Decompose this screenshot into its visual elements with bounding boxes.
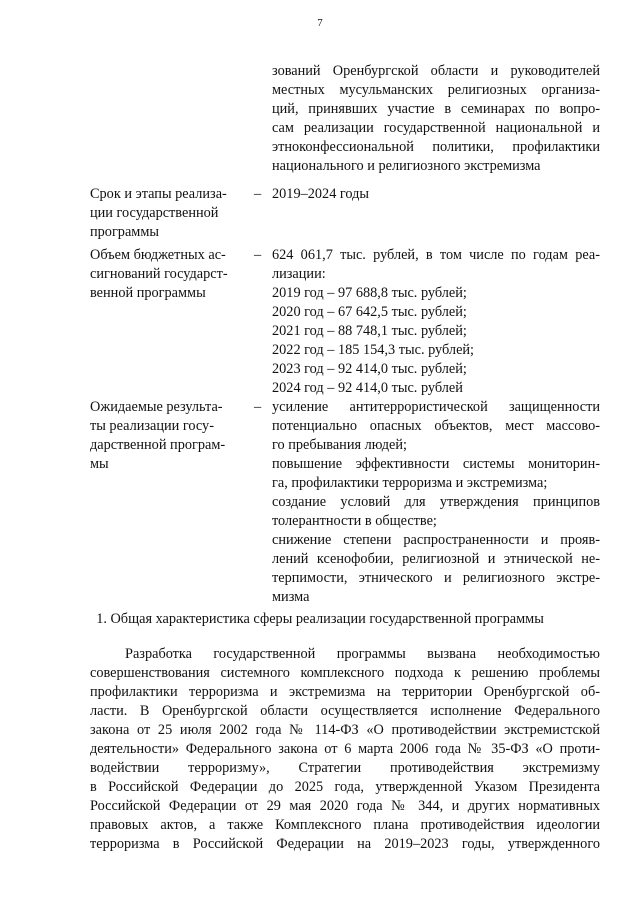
body-line: водействии терроризму», Стратегии противодействия экстремизму <box>90 760 600 776</box>
continuation-line: ций, принявших участие в семинарах по вопро- <box>272 101 600 117</box>
results-label-line: мы <box>90 456 109 472</box>
period-value: 2019–2024 годы <box>272 186 370 202</box>
body-line: в Российской Федерации до 2025 года, утвержденной Указом Президента <box>90 779 600 795</box>
results-value-line: снижение степени распространенности и прояв- <box>272 532 600 548</box>
results-value-line: толерантности в обществе; <box>272 513 437 529</box>
results-value-line: усиление антитеррористической защищенности <box>272 399 600 415</box>
budget-value-line: 2023 год – 92 414,0 тыс. рублей; <box>272 361 467 377</box>
body-line: правовых актов, а также Комплексного плана противодействия идеологии <box>90 817 600 833</box>
results-label-line: Ожидаемые результа- <box>90 399 223 415</box>
period-label-line: Срок и этапы реализа- <box>90 186 227 202</box>
budget-value-line: 2024 год – 92 414,0 тыс. рублей <box>272 380 463 396</box>
body-line: совершенствования системного комплексного подхода к решению проблемы <box>90 665 600 681</box>
budget-dash: – <box>254 247 262 263</box>
results-dash: – <box>254 399 262 415</box>
results-value-line: мизма <box>272 589 310 605</box>
page-number: 7 <box>317 17 323 29</box>
body-line: закона от 25 июля 2002 года № 114-ФЗ «О противодействии экстремистской <box>90 722 600 738</box>
results-value-line: терпимости, этнического и религиозного экстре- <box>272 570 600 586</box>
period-dash: – <box>254 186 262 202</box>
budget-value-line: лизации: <box>272 266 326 282</box>
continuation-line: национального и религиозного экстремизма <box>272 158 541 174</box>
results-label-line: дарственной програм- <box>90 437 226 453</box>
results-label-line: ты реализации госу- <box>90 418 214 434</box>
budget-value-line: 2022 год – 185 154,3 тыс. рублей; <box>272 342 475 358</box>
period-label-line: программы <box>90 224 160 240</box>
body-line: деятельности» Федерального закона от 6 марта 2006 года № 35-ФЗ «О проти- <box>90 741 600 757</box>
budget-value-line: 2021 год – 88 748,1 тыс. рублей; <box>272 323 467 339</box>
budget-label-line: венной программы <box>90 285 206 301</box>
continuation-line: сам реализации государственной национальной и <box>272 120 600 136</box>
section-heading: 1. Общая характеристика сферы реализации государственной программы <box>96 611 544 627</box>
body-line: Разработка государственной программы вызвана необходимостью <box>125 646 600 662</box>
budget-value-line: 2020 год – 67 642,5 тыс. рублей; <box>272 304 467 320</box>
body-line: профилактики терроризма и экстремизма на территории Оренбургской об- <box>90 684 600 700</box>
results-value-line: га, профилактики терроризма и экстремизма; <box>272 475 548 491</box>
continuation-line: местных мусульманских религиозных организа- <box>272 82 600 98</box>
body-line: ласти. В Оренбургской области осуществляется исполнение Федерального <box>90 703 600 719</box>
budget-value-line: 2019 год – 97 688,8 тыс. рублей; <box>272 285 467 301</box>
budget-label-line: Объем бюджетных ас- <box>90 247 226 263</box>
results-value-line: лений ксенофобии, религиозной и этнической не- <box>272 551 600 567</box>
body-line: Российской Федерации от 29 мая 2020 года № 344, и других нормативных <box>90 798 600 814</box>
continuation-line: этноконфессиональной политики, профилактики <box>272 139 600 155</box>
budget-value-line: 624 061,7 тыс. рублей, в том числе по годам реа- <box>272 247 600 263</box>
continuation-line: зований Оренбургской области и руководителей <box>272 63 600 79</box>
results-value-line: го пребывания людей; <box>272 437 407 453</box>
results-value-line: повышение эффективности системы мониторин- <box>272 456 600 472</box>
body-line: терроризма в Российской Федерации на 2019–2023 годы, утвержденного <box>90 836 600 852</box>
results-value-line: создание условий для утверждения принципов <box>272 494 600 510</box>
results-value-line: потенциально опасных объектов, мест массово- <box>272 418 600 434</box>
period-label-line: ции государственной <box>90 205 219 221</box>
budget-label-line: сигнований государст- <box>90 266 228 282</box>
